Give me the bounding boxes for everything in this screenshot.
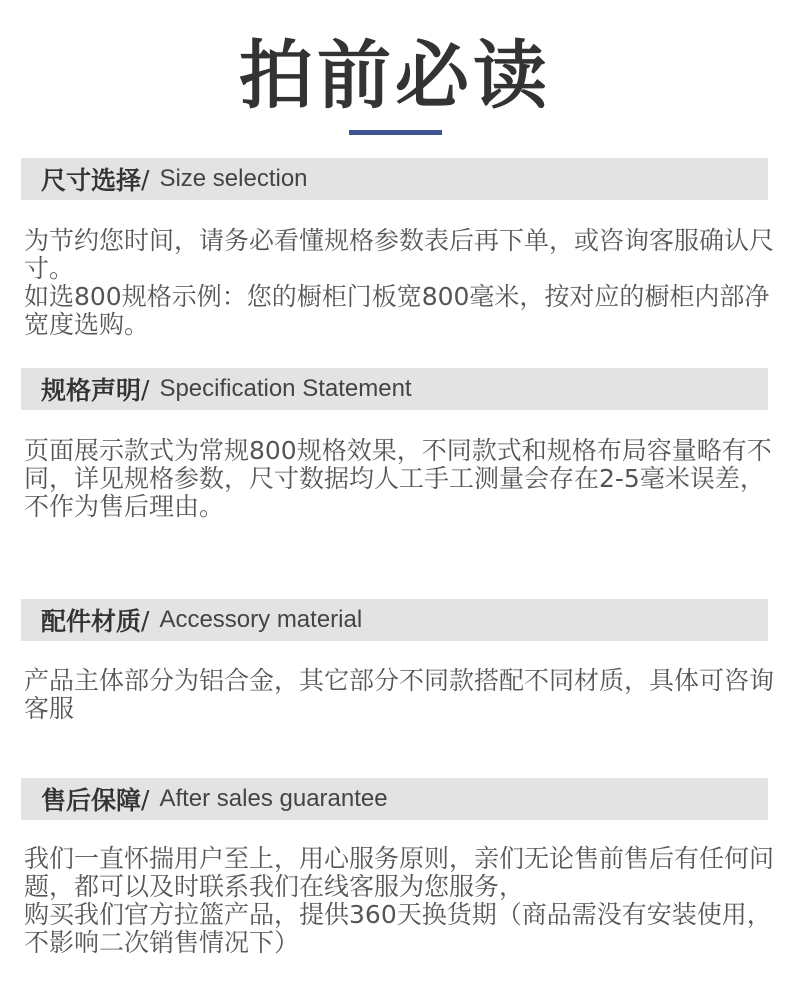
section-paragraph: 我们一直怀揣用户至上，用心服务原则，亲们无论售前售后有任何问题，都可以及时联系我们在线客服为您服务， [24,844,775,901]
section-title-slash: / [141,784,150,814]
section-title-en: Accessory material [159,606,363,633]
section-title-en: Specification Statement [159,375,412,402]
section-header-accessory-material [21,599,768,641]
section-title-slash: / [141,374,150,404]
section-title-slash: / [141,605,150,635]
section-paragraph: 为节约您时间，请务必看懂规格参数表后再下单，或咨询客服确认尺寸。 [24,226,775,283]
section-paragraph: 如选800规格示例：您的橱柜门板宽800毫米，按对应的橱柜内部净宽度选购。 [24,282,770,339]
section-title-zh: 尺寸选择 [41,166,142,195]
section-body-after-sales-guarantee [24,845,774,957]
section-title-slash: / [141,164,150,194]
section-paragraph: 购买我们官方拉篮产品，提供360天换货期（商品需没有安装使用，不影响二次销售情况下） [24,900,772,957]
title-underline [349,130,442,135]
section-paragraph: 产品主体部分为铝合金，其它部分不同款搭配不同材质，具体可咨询客服 [24,666,775,723]
section-body-accessory-material [24,667,774,723]
section-paragraph: 页面展示款式为常规800规格效果，不同款式和规格布局容量略有不同，详见规格参数，尺寸数据均人工手工测量会存在2-5毫米误差，不作为售后理由。 [24,436,772,521]
section-title-zh: 售后保障 [41,786,142,815]
section-title-zh: 规格声明 [41,376,142,405]
section-title-zh: 配件材质 [41,607,142,636]
section-body-specification-statement [24,437,774,521]
section-body-size-selection [24,227,774,339]
page-title: 拍前必读 [239,33,551,119]
section-header-after-sales-guarantee [21,778,768,820]
section-title-en: Size selection [159,165,308,192]
section-header-size-selection [21,158,768,200]
section-header-specification-statement [21,368,768,410]
section-title-en: After sales guarantee [159,785,388,812]
